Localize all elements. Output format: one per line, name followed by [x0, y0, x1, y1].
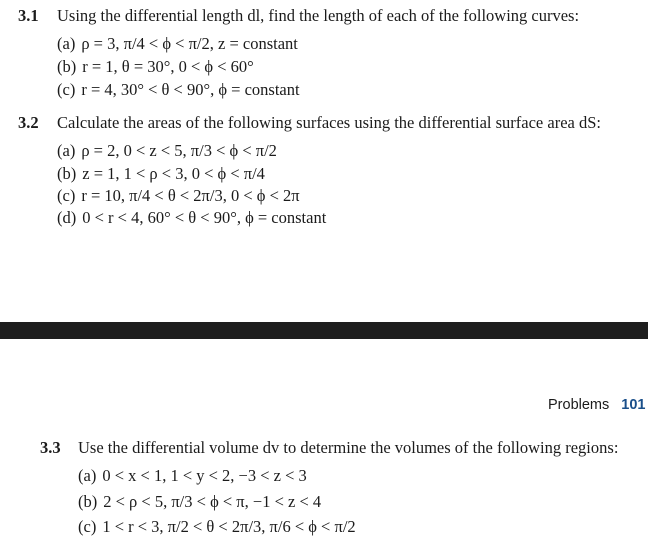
- part-label: (c): [57, 186, 76, 205]
- part-expression: 0 < x < 1, 1 < y < 2, −3 < z < 3: [102, 466, 307, 485]
- running-head: [548, 397, 645, 413]
- problem-3-3-part-c: [78, 517, 356, 537]
- part-expression: 1 < r < 3, π/2 < θ < 2π/3, π/6 < ϕ < π/2: [102, 517, 356, 536]
- part-expression: r = 1, θ = 30°, 0 < ϕ < 60°: [82, 57, 254, 76]
- problem-3-1-heading: [18, 6, 579, 26]
- problem-3-2-heading: [18, 113, 601, 133]
- part-label: (b): [57, 164, 77, 183]
- page-divider-bar: [0, 322, 648, 339]
- part-label: (b): [57, 57, 77, 76]
- page-number: 101: [621, 397, 646, 413]
- part-label: (a): [57, 34, 76, 53]
- part-expression: ρ = 3, π/4 < ϕ < π/2, z = constant: [81, 34, 298, 53]
- problem-3-2-part-c: [57, 186, 300, 206]
- problem-statement: Using the differential length dl, find the length of each of the following curves:: [57, 6, 580, 25]
- problem-3-3-part-a: [78, 466, 307, 486]
- problem-statement: Calculate the areas of the following surfaces using the differential surface area dS:: [57, 113, 601, 132]
- part-expression: 0 < r < 4, 60° < θ < 90°, ϕ = constant: [82, 208, 327, 227]
- running-head-label: Problems: [548, 397, 610, 413]
- problem-number: 3.3: [40, 438, 61, 457]
- part-label: (a): [57, 141, 76, 160]
- problem-3-1-part-c: [57, 80, 300, 100]
- part-label: (d): [57, 208, 77, 227]
- part-expression: z = 1, 1 < ρ < 3, 0 < ϕ < π/4: [82, 164, 265, 183]
- problem-3-3-heading: [40, 438, 618, 458]
- part-label: (a): [78, 466, 97, 485]
- problem-3-2-part-a: [57, 141, 277, 161]
- part-expression: ρ = 2, 0 < z < 5, π/3 < ϕ < π/2: [81, 141, 277, 160]
- problem-3-1-part-b: [57, 57, 254, 77]
- problem-number: 3.2: [18, 113, 39, 132]
- problem-3-3-part-b: [78, 492, 321, 512]
- problem-3-2-part-d: [57, 208, 326, 228]
- part-expression: r = 4, 30° < θ < 90°, ϕ = constant: [81, 80, 300, 99]
- problem-3-1-part-a: [57, 34, 298, 54]
- part-expression: r = 10, π/4 < θ < 2π/3, 0 < ϕ < 2π: [81, 186, 300, 205]
- part-expression: 2 < ρ < 5, π/3 < ϕ < π, −1 < z < 4: [103, 492, 322, 511]
- part-label: (c): [78, 517, 97, 536]
- part-label: (c): [57, 80, 76, 99]
- problem-number: 3.1: [18, 6, 39, 25]
- problem-statement: Use the differential volume dv to determine the volumes of the following regions:: [78, 438, 619, 457]
- problem-3-2-part-b: [57, 164, 265, 184]
- part-label: (b): [78, 492, 98, 511]
